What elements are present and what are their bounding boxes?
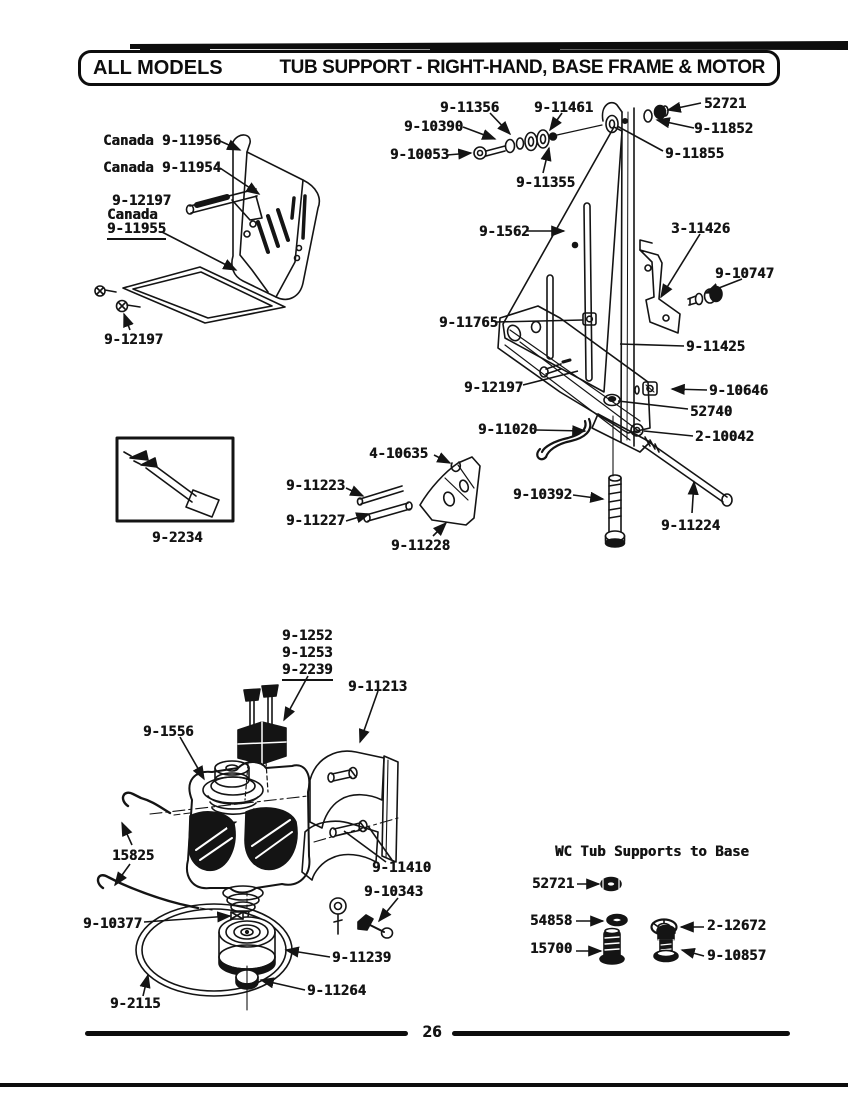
part-label: 2-10042 [695,429,755,445]
part-label: Canada [107,207,158,223]
part-label: 52721 [704,96,747,112]
legend-item-2-12672: 2-12672 [707,918,767,934]
part-label: 9-11264 [307,983,367,999]
part-label: 9-10053 [390,147,450,163]
legend-icons [600,878,678,965]
part-label: 9-10377 [83,916,143,932]
part-label: 4-10635 [369,446,429,462]
part-label: 9-12197 [104,332,164,348]
part-label: 9-11228 [391,538,451,554]
part-label: 9-11227 [286,513,346,529]
part-label: 9-11223 [286,478,346,494]
footer-rule-left [85,1031,408,1036]
models-label: ALL MODELS [93,56,223,79]
part-label: 9-10646 [709,383,769,399]
part-label: 9-11461 [534,100,594,116]
part-label: 9-2115 [110,996,161,1012]
base-frame-art [498,103,732,547]
part-label: 9-10390 [404,119,464,135]
part-label: 9-12197 [464,380,524,396]
part-label: 9-11855 [665,146,725,162]
part-label: Canada 9-11956 [103,133,222,149]
idler-bracket-art [358,457,481,525]
part-label: 9-11355 [516,175,576,191]
part-label: 9-11955 [107,221,166,240]
part-label: 9-11020 [478,422,538,438]
stud-bolt-icon [600,929,624,965]
part-label: 9-1252 [282,628,333,644]
part-label: 9-11213 [348,679,408,695]
part-label: Canada 9-11954 [103,160,222,176]
page-number: 26 [422,1022,442,1041]
part-label: 9-1562 [479,224,530,240]
legend-item-9-10857: 9-10857 [707,948,767,964]
part-label: 9-11765 [439,315,499,331]
hex-nut-icon [601,878,621,891]
part-label: 9-2239 [282,662,333,681]
flange-bolt-icon [654,926,678,962]
part-label: 9-11410 [372,860,432,876]
part-label: 9-2234 [152,530,203,546]
legend-item-15700: 15700 [530,941,573,957]
footer-rule-right [452,1031,790,1036]
page-header [78,50,780,86]
part-label: 3-11426 [671,221,731,237]
part-label: 9-10343 [364,884,424,900]
page-bottom-border [0,1083,848,1087]
part-label: 15825 [112,848,155,864]
part-label: 9-11356 [440,100,500,116]
part-label: 52740 [690,404,733,420]
part-label: 9-10392 [513,487,573,503]
top-fastener-row-art [474,125,602,159]
part-label: 9-11224 [661,518,721,534]
legend-item-52721: 52721 [532,876,575,892]
part-label: 9-11852 [694,121,754,137]
part-label: 9-12197 [112,193,172,209]
legend-item-54858: 54858 [530,913,573,929]
part-label: 9-11425 [686,339,746,355]
part-label: 9-1253 [282,645,333,661]
page-title: TUB SUPPORT - RIGHT-HAND, BASE FRAME & MOTOR [279,57,765,78]
part-label: 9-10747 [715,266,775,282]
harness-box-art [117,438,233,521]
flat-washer-icon [607,915,627,926]
part-label: 9-1556 [143,724,194,740]
legend-title: WC Tub Supports to Base [555,844,749,860]
part-label: 9-11239 [332,950,392,966]
